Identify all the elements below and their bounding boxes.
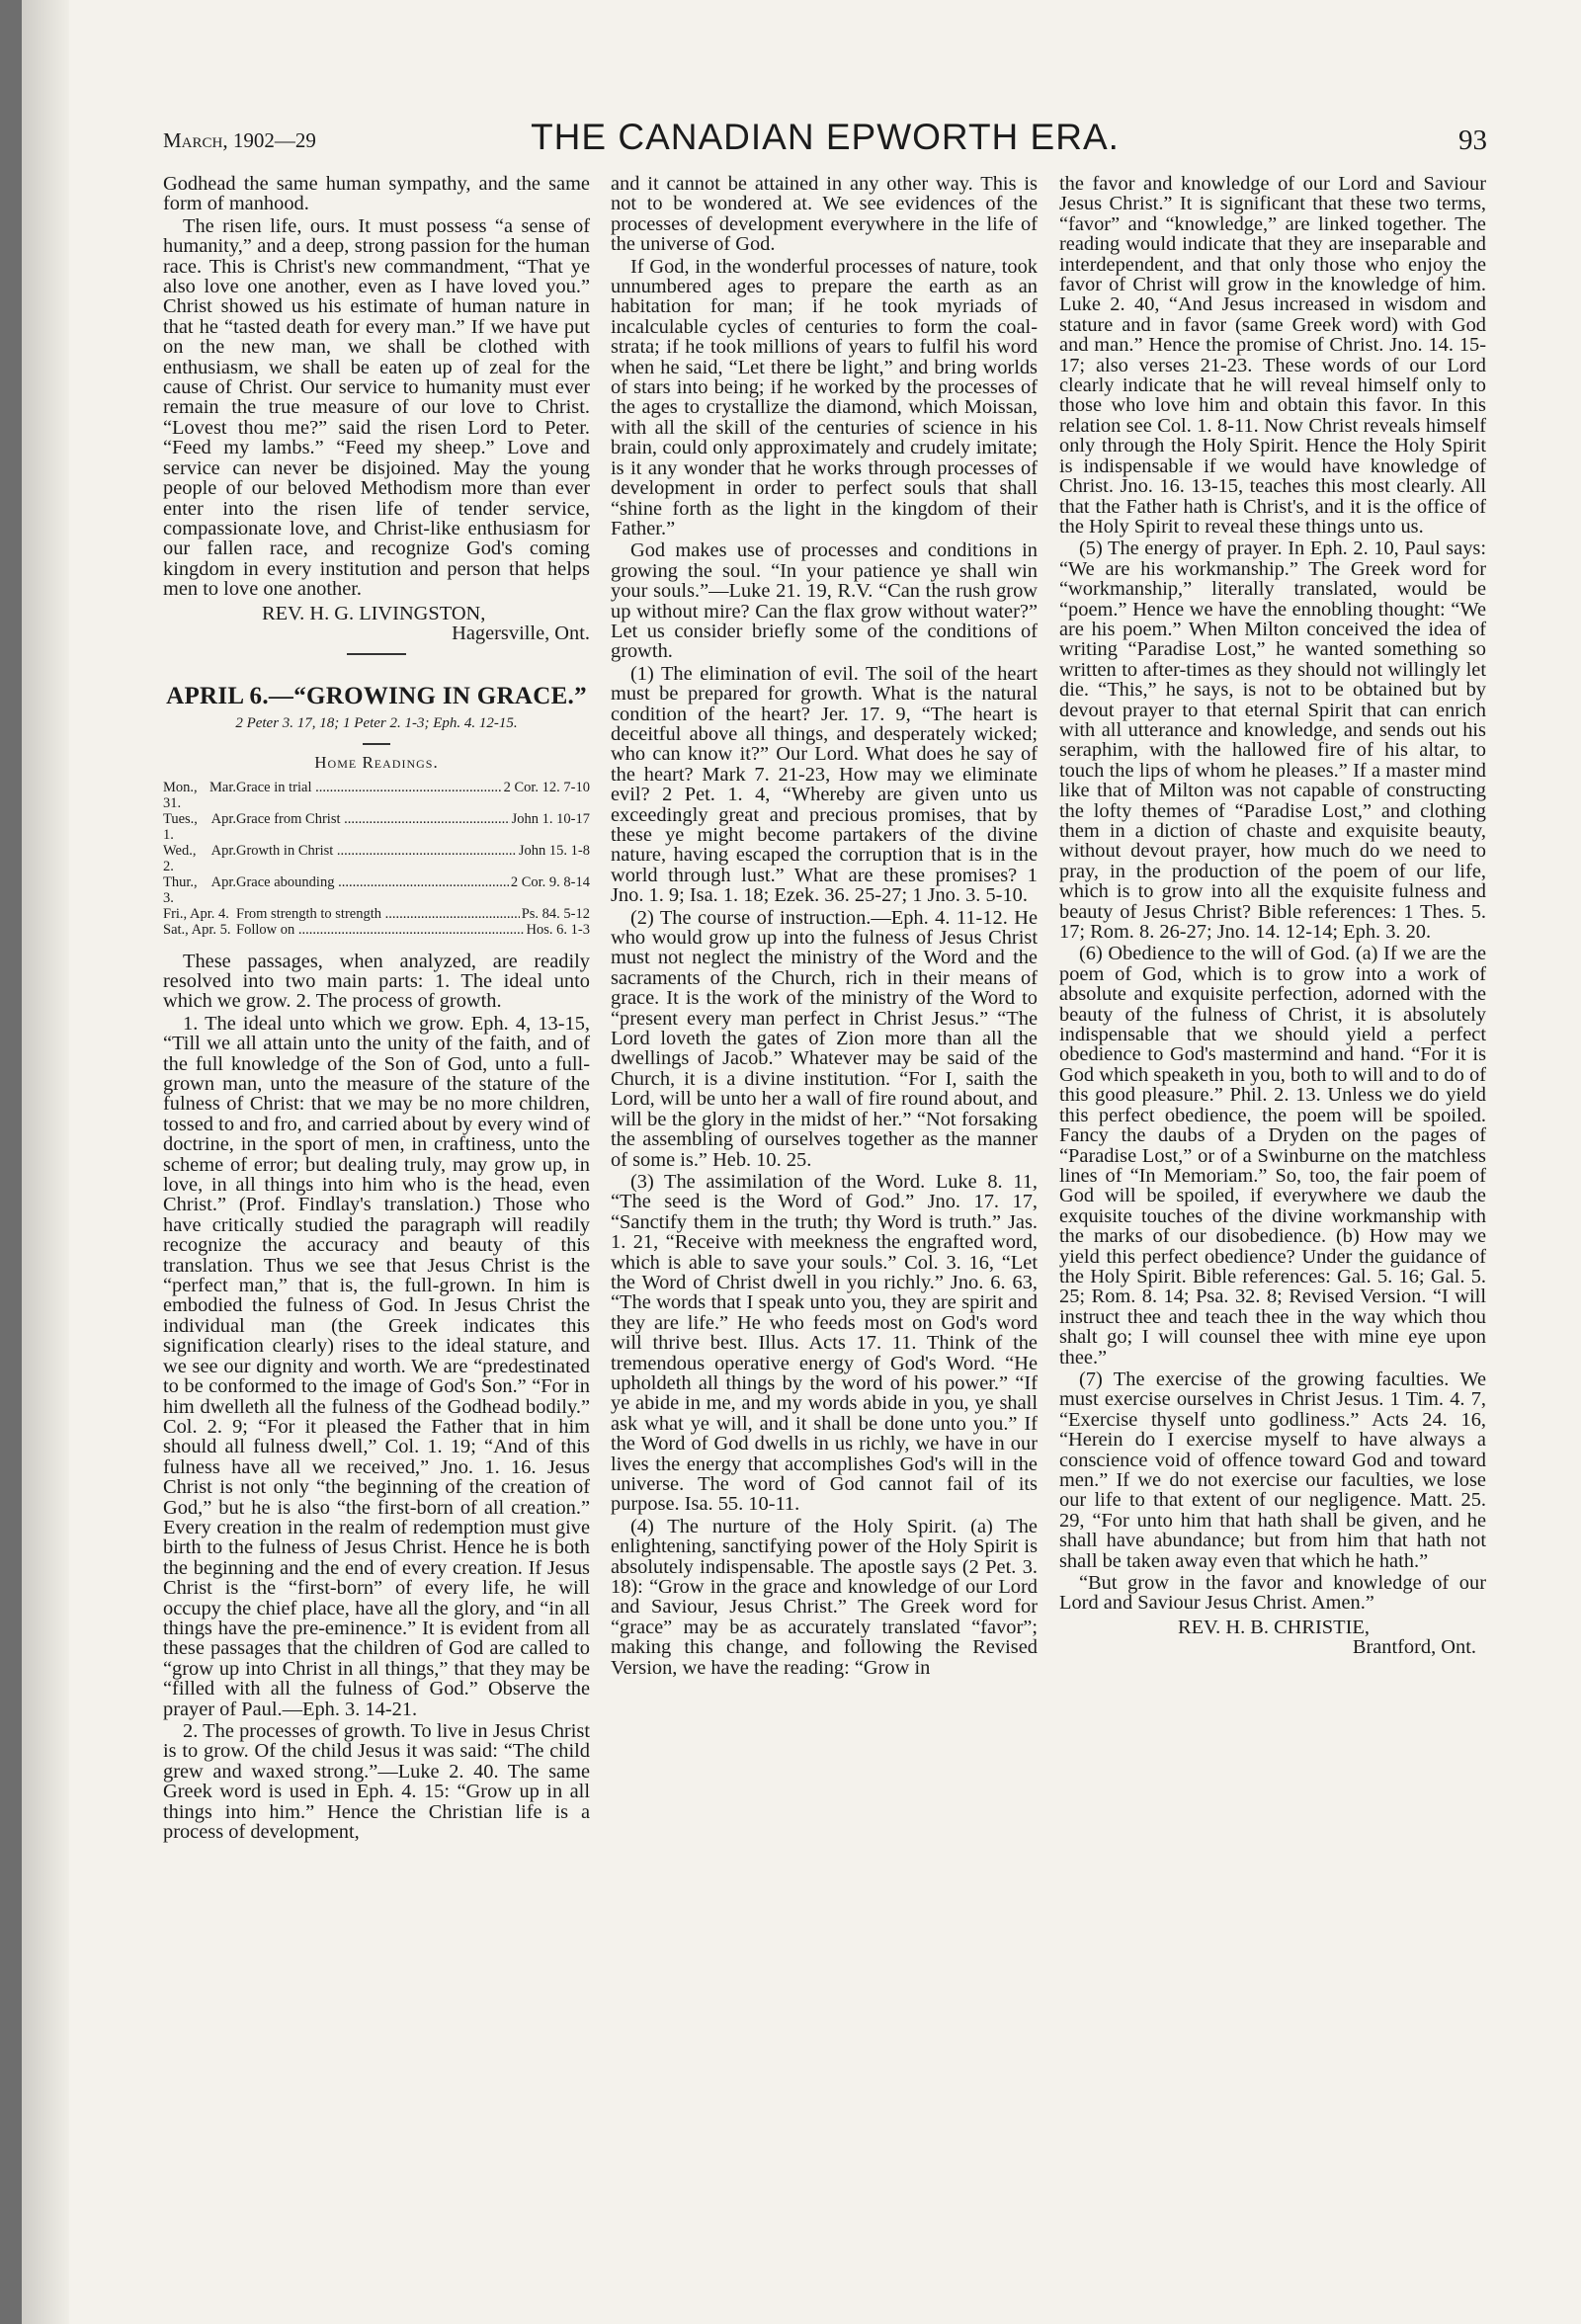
paragraph: If God, in the wonderful processes of nature, took unnumbered ages to prepare the earth as an habitation for man; if he took myriads of incalculable cycles of centuries to form the coal-strata; if he took millions of years to fulfil his word when he said, “Let there be light,” and bring worlds of stars into being; if he worked by the processes of the ages to crystallize the diamond, which Moissan, with all the skill of the centuries of science in his brain, could only approximately and crudely imitate; is it any wonder that he works through processes of development in order to perfect souls that shall “shine forth as the light in the kingdom of their Father.”	[611, 255, 1038, 540]
signature-place: Hagersville, Ont.	[452, 622, 590, 644]
paragraph: (6) Obedience to the will of God. (a) If we are the poem of God, which is to grow into a work of absolute and exquisite perfection, adorned with the beauty of the fulness of Christ, it is absolutely indispensable that we should yield a perfect obedience to God's mastermind and hand. “For it is God which speaketh in you, both to will and to do of this good pleasure.” Phil. 2. 13. Unless we do yield this perfect obedience, the poem will be spoiled. Fancy the daubs of a Dryden on the pages of “Paradise Lost,” or of a Swinburne on the matchless lines of “In Memoriam.” So, too, the fair poem of God will be spoiled, if everywhere we daub the exquisite touches of the divine workmanship with the marks of our disobedience. (b) How may we yield this perfect obedience? Under the guidance of the Holy Spirit. Bible references: Gal. 5. 16; Gal. 5. 25; Rom. 8. 14; Psa. 32. 8; Revised Version. “I will instruct thee and teach thee in the way which thou shalt go; I will counsel thee with mine eye upon thee.”	[1059, 943, 1486, 1369]
section-scripture-refs: 2 Peter 3. 17, 18; 1 Peter 2. 1-3; Eph. 4. 12-15.	[235, 714, 518, 731]
newspaper-page	[22, 0, 1581, 2324]
signature-livingston	[163, 604, 590, 644]
signature-christie	[1059, 1618, 1486, 1658]
issue-date: March, 1902—29	[163, 128, 316, 152]
reading-ref: Ps. 84. 5-12	[521, 905, 590, 922]
reading-ref: Hos. 6. 1-3	[526, 921, 590, 938]
column-2	[611, 174, 1038, 1678]
reading-title: Growth in Christ .....	[236, 843, 517, 859]
signature-place: Brantford, Ont.	[1352, 1636, 1476, 1659]
publication-title: THE CANADIAN EPWORTH ERA.	[531, 117, 1120, 157]
section-title: APRIL 6.—“GROWING IN GRACE.”	[166, 683, 587, 710]
paragraph: Godhead the same human sympathy, and the same form of manhood.	[163, 173, 590, 215]
divider	[363, 743, 390, 745]
paragraph: God makes use of processes and conditions in growing the soul. “In your patience ye shall win your souls.”—Luke 21. 19, R.V. “Can the rush grow up without mire? Can the flax grow without water?” Let us consider briefly some of the conditions of growth.	[611, 540, 1038, 663]
paragraph: (2) The course of instruction.—Eph. 4. 11-12. He who would grow up into the fulness of Jesus Christ must not neglect the ministry of the Word and the sacraments of the Church, rich in their means of grace. It is the work of the ministry of the Word to “present every man perfect in Christ Jesus.” “The Lord loveth the gates of Zion more than all the dwellings of Jacob.” Whatever may be said of the Church, it is a divine institution. “For I, saith the Lord, will be unto her a wall of fire round about, and will be the glory in the midst of her.” “Not forsaking the assembling of ourselves together as the manner of some is.” Heb. 10. 25.	[611, 906, 1038, 1171]
reading-day: Fri., Apr. 4.	[163, 905, 229, 922]
reading-title: Grace in trial .....	[236, 780, 502, 795]
paragraph: “But grow in the favor and knowledge of our Lord and Saviour Jesus Christ. Amen.”	[1059, 1572, 1486, 1615]
lesson-body	[163, 952, 590, 1843]
page-binding-edge	[22, 0, 69, 2324]
reading-row	[163, 906, 590, 922]
paragraph: (4) The nurture of the Holy Spirit. (a) The enlightening, sanctifying power of the Holy Spirit is absolutely indispensable. The apostle says (2 Pet. 3. 18): “Grow in the grace and knowledge of our Lord and Saviour, Jesus Christ.” The Greek word for “grace” may be as accurately translated “favor”; making this change, and following the Revised Version, we have the reading: “Grow in	[611, 1515, 1038, 1679]
reading-row	[163, 874, 590, 906]
home-readings-heading: Home Readings.	[314, 753, 439, 773]
paragraph: 2. The processes of growth. To live in Jesus Christ is to grow. Of the child Jesus it was said: “The child grew and waxed strong.”—Luke 2. 40. The same Greek word is used in Eph. 4. 15: “Grow up in all things into him.” Hence the Christian life is a process of development,	[163, 1720, 590, 1844]
home-readings-list	[163, 780, 590, 938]
reading-day: Mon., Mar. 31.	[163, 779, 236, 811]
page-number: 93	[1458, 124, 1487, 156]
paragraph: The risen life, ours. It must possess “a sense of humanity,” and a deep, strong passion for the human race. This is Christ's new commandment, “That ye also love one another, even as I have loved you.” Christ showed us his estimate of human nature in that he “tasted death for every man.” If we have put on the new man, we shall be clothed with enthusiasm, we shall be eaten up of zeal for the cause of Christ. Our service to humanity must ever remain the true measure of our love to Christ. “Lovest thou me?” said the risen Lord to Peter. “Feed my lambs.” “Feed my sheep.” Love and service can never be disjoined. May the young people of our beloved Methodism more than ever enter into the risen life of tender service, compassionate love, and Christ-like enthusiasm for our fallen race, and recognize God's coming kingdom in every institution and person that helps men to love one another.	[163, 214, 590, 601]
reading-day: Sat., Apr. 5.	[163, 921, 231, 938]
reading-row	[163, 811, 590, 843]
paragraph: (1) The elimination of evil. The soil of the heart must be prepared for growth. What is the natural condition of the heart? Jer. 17. 9, “The heart is deceitful above all things, and desperately wicked; who can know it?” Our Lord. What does he say of the heart? Mark 7. 21-23, How may we eliminate evil? 2 Pet. 1. 4, “Whereby are given unto us exceedingly great and precious promises, that by these ye might become partakers of the divine nature, having escaped the corruption that is in the world through lust.” What are these promises? 1 Jno. 1. 9; Isa. 1. 18; Ezek. 36. 25-27; 1 Jno. 3. 5-10.	[611, 662, 1038, 907]
reading-day: Thur., Apr. 3.	[163, 873, 236, 906]
paragraph: (3) The assimilation of the Word. Luke 8. 11, “The seed is the Word of God.” Jno. 17. 17, “Sanctify them in the truth; thy Word is truth.” Jas. 1. 21, “Receive with meekness the engrafted word, which is able to save your souls.” Col. 3. 16, “Let the Word of Christ dwell in you richly.” Jno. 6. 63, “The words that I speak unto you, they are spirit and they are life.” He who feeds most on God's word will thrive best. Illus. Acts 17. 11. Think of the tremendous operative energy of God's Word. “He upholdeth all things by the word of his power.” “If ye abide in me, and my words abide in you, ye shall ask what ye will, and it shall be done unto you.” If the Word of God dwells in us richly, we have in our lives the energy that accomplishes God's will in the universe. The word of God cannot fail of its purpose. Isa. 55. 10-11.	[611, 1170, 1038, 1516]
reading-title: From strength to strength .....	[236, 906, 520, 922]
reading-ref: 2 Cor. 9. 8-14	[510, 873, 590, 890]
reading-title: Grace abounding .....	[236, 874, 509, 890]
paragraph: the favor and knowledge of our Lord and Saviour Jesus Christ.” It is significant that these two terms, “favor” and “knowledge,” are linked together. The reading would indicate that they are inseparable and interdependent, and that only those who enjoy the favor of Christ will grow in the knowledge of him. Luke 2. 40, “And Jesus increased in wisdom and stature and in favor (same Greek word) with God and man.” Hence the promise of Christ. Jno. 14. 15-17; also verses 21-23. These words of our Lord clearly indicate that he will reveal himself only to those who love him and obtain this favor. In this relation see Col. 1. 8-11. Now Christ reveals himself only through the Holy Spirit. Hence the Holy Spirit is indispensable if we would have knowledge of Christ. Jno. 16. 13-15, teaches this most clearly. All that the Father hath is Christ's, and it is the office of the Holy Spirit to reveal these things unto us.	[1059, 173, 1486, 538]
paragraph: These passages, when analyzed, are readily resolved into two main parts: 1. The ideal unto which we grow. 2. The process of growth.	[163, 950, 590, 1013]
column-3	[1059, 174, 1486, 1658]
reading-title: Follow on .....	[236, 922, 525, 938]
reading-ref: John 15. 1-8	[518, 842, 590, 859]
paragraph: and it cannot be attained in any other way. This is not to be wondered at. We see evidences of the processes of development everywhere in the life of the universe of God.	[611, 173, 1038, 256]
paragraph: 1. The ideal unto which we grow. Eph. 4, 13-15, “Till we all attain unto the unity of the faith, and of the full knowledge of the Son of God, unto a full-grown man, unto the measure of the stature of the fulness of Christ: that we may be no more children, tossed to and fro, and carried about by every wind of doctrine, in the sport of men, in craftiness, unto the scheme of error; but dealing truly, may grow up, in love, in all things into him who is the head, even Christ.” (Prof. Findlay's translation.) Those who have critically studied the paragraph will readily recognize the accuracy and beauty of this translation. Thus we see that Jesus Christ is the “perfect man,” that is, the full-grown. In him is embodied the fulness of God. In Jesus Christ the individual man (the Greek indicates this signification clearly) rises to the ideal stature, and we see our dignity and worth. We are “predestinated to be conformed to the image of God's Son.” “For in him dwelleth all the fulness of the Godhead bodily.” Col. 2. 9; “For it pleased the Father that in him should all fulness dwell,” Col. 1. 19; “And of this fulness have all we received,” Jno. 1. 16. Jesus Christ is not only “the beginning of the creation of God,” but he is also “the first-born of all creation.” Every creation in the realm of redemption must give birth to the fulness of Jesus Christ. Hence he is both the beginning and the end of every creation. If Jesus Christ is the “first-born” of every life, he will occupy the chief place, have all the glory, and “in all things have the pre-eminence.” It is evident from all these passages that the children of God are called to “grow up into Christ in all things,” that they may be “filled with all the fulness of God.” Observe the prayer of Paul.—Eph. 3. 14-21.	[163, 1012, 590, 1720]
reading-ref: 2 Cor. 12. 7-10	[503, 779, 590, 795]
divider	[347, 653, 406, 655]
paragraph: (5) The energy of prayer. In Eph. 2. 10, Paul says: “We are his workmanship.” The Greek word for “workmanship,” literally translated, would be “poem.” Hence we have the ennobling thought: “We are his poem.” When Milton conceived the idea of writing “Paradise Lost,” he wanted something so written to after-times as they should not willingly let die. “This,” he says, is not to be obtained but by devout prayer to that eternal Spirit that can enrich with all utterance and knowledge, and sends out his seraphim, with the hallowed fire of his altar, to touch the lips of whom he pleases.” If a master mind like that of Milton was not capable of constructing the lofty themes of “Paradise Lost,” and clothing them in a diction of chaste and exquisite beauty, without devout prayer, how much do we need to pray, in the production of the poem of our life, which is to grow into all the exquisite fulness and beauty of Jesus Christ? Bible references: 1 Thes. 5. 17; Rom. 8. 26-27; Jno. 14. 12-14; Eph. 3. 20.	[1059, 538, 1486, 944]
reading-title: Grace from Christ .....	[236, 811, 510, 827]
reading-day: Wed., Apr. 2.	[163, 842, 236, 874]
signature-name: REV. H. B. CHRISTIE,	[1178, 1616, 1370, 1638]
reading-ref: John 1. 10-17	[511, 810, 590, 827]
column-1	[163, 174, 590, 1842]
reading-row	[163, 843, 590, 874]
page-header	[163, 117, 1487, 176]
paragraph: (7) The exercise of the growing faculties. We must exercise ourselves in Christ Jesus. 1 Tim. 4. 7, “Exercise thyself unto godliness.” Acts 24. 16, “Herein do I exercise myself to have always a conscience void of offence toward God and toward men.” If we do not exercise our faculties, we lose our life to that extent of our negligence. Matt. 25. 29, “For unto him that hath shall be given, and he shall have abundance; but from him that hath not shall be taken away even that which he hath.”	[1059, 1368, 1486, 1572]
signature-name: REV. H. G. LIVINGSTON,	[262, 602, 486, 624]
reading-row	[163, 922, 590, 938]
reading-row	[163, 780, 590, 811]
reading-day: Tues., Apr. 1.	[163, 810, 236, 843]
